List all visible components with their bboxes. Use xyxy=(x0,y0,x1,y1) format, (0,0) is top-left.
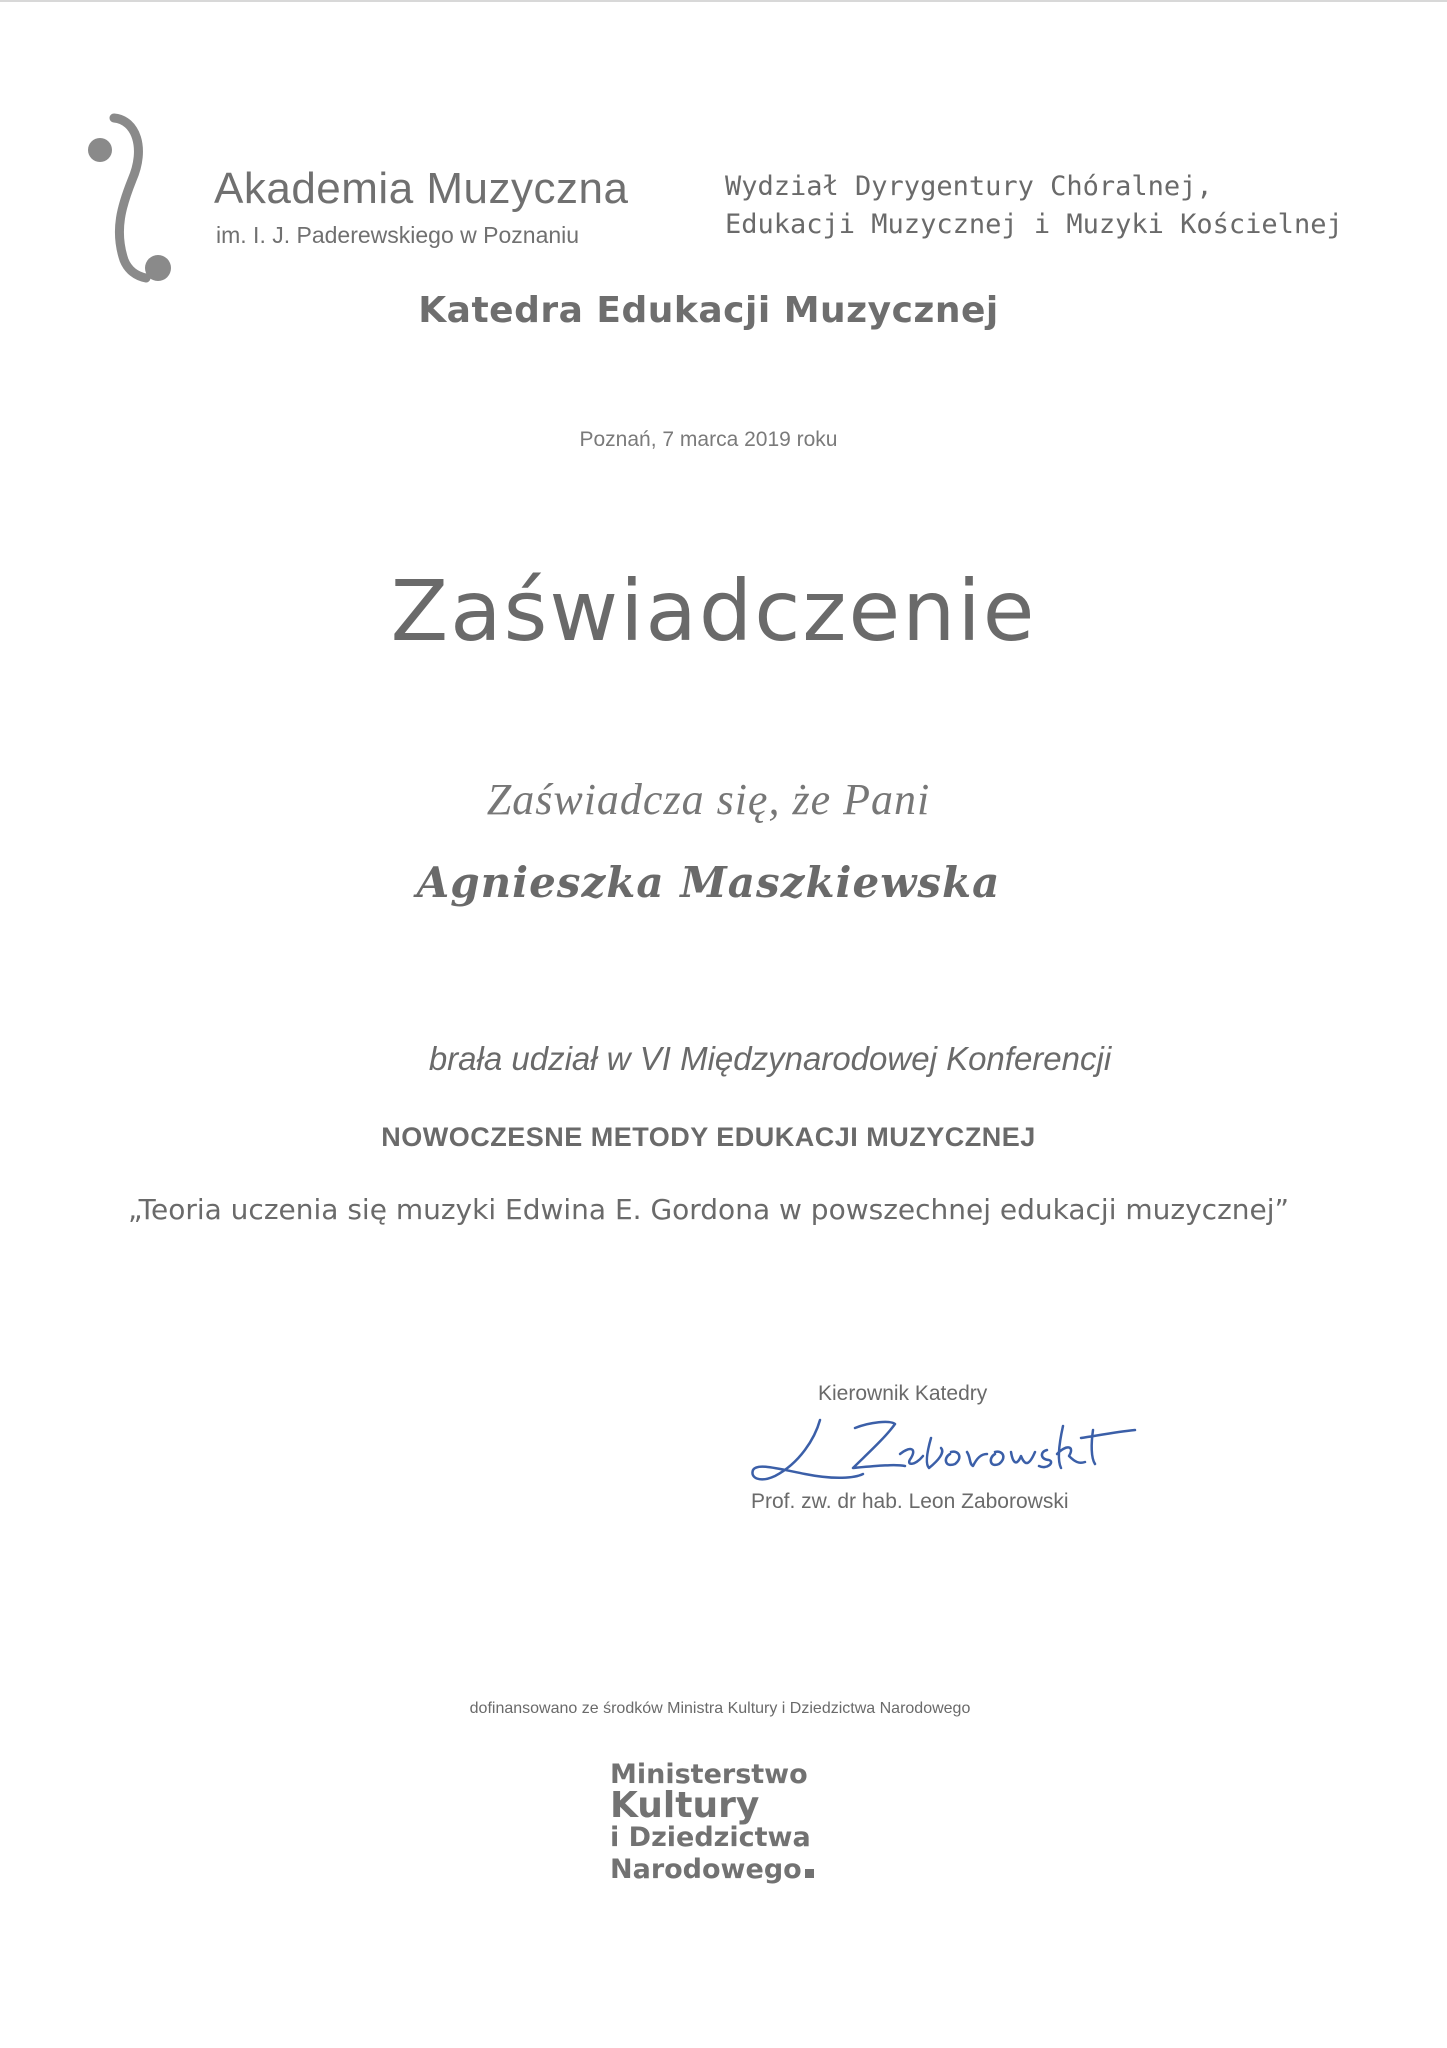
signature-icon xyxy=(745,1408,1145,1498)
participation-text: brała udział w VI Międzynarodowej Konferencji xyxy=(428,1040,1112,1077)
faculty-line-2: Edukacji Muzycznej i Muzyki Kościelnej xyxy=(725,209,1343,240)
document-title: Zaświadczenie xyxy=(390,562,1037,660)
ministry-logo-line-1: Ministerstwo xyxy=(610,1759,808,1790)
signatory-role: Kierownik Katedry xyxy=(818,1382,988,1405)
conference-topic: „Teoria uczenia się muzyki Edwina E. Gordona w powszechnej edukacji muzycznej” xyxy=(127,1193,1290,1226)
ministry-logo-line-2: Kultury xyxy=(610,1785,760,1826)
department-name: Katedra Edukacji Muzycznej xyxy=(418,290,999,331)
faculty-line-1: Wydział Dyrygentury Chóralnej, xyxy=(725,171,1213,202)
person-name: Agnieszka Maszkiewska xyxy=(416,858,1001,907)
ministry-logo-line-4-text: Narodowego xyxy=(610,1854,802,1885)
institution-subname: im. I. J. Paderewskiego w Poznaniu xyxy=(216,222,580,248)
intro-text: Zaświadcza się, że Pani xyxy=(486,775,931,824)
ministry-logo-line-3: i Dziedzictwa xyxy=(610,1822,811,1853)
ministry-logo xyxy=(610,1760,814,1886)
faculty-name xyxy=(725,168,1343,244)
funding-note: dofinansowano ze środków Ministra Kultury i Dziedzictwa Narodowego xyxy=(469,1700,971,1717)
academy-logo-icon xyxy=(84,110,184,285)
date-line: Poznań, 7 marca 2019 roku xyxy=(579,428,838,451)
institution-name: Akademia Muzyczna xyxy=(214,164,629,213)
top-rule xyxy=(0,0,1447,2)
ministry-square-icon xyxy=(805,1869,814,1878)
signatory-name: Prof. zw. dr hab. Leon Zaborowski xyxy=(751,1490,1069,1513)
conference-name: NOWOCZESNE METODY EDUKACJI MUZYCZNEJ xyxy=(381,1122,1036,1152)
ministry-logo-line-4 xyxy=(610,1854,814,1886)
